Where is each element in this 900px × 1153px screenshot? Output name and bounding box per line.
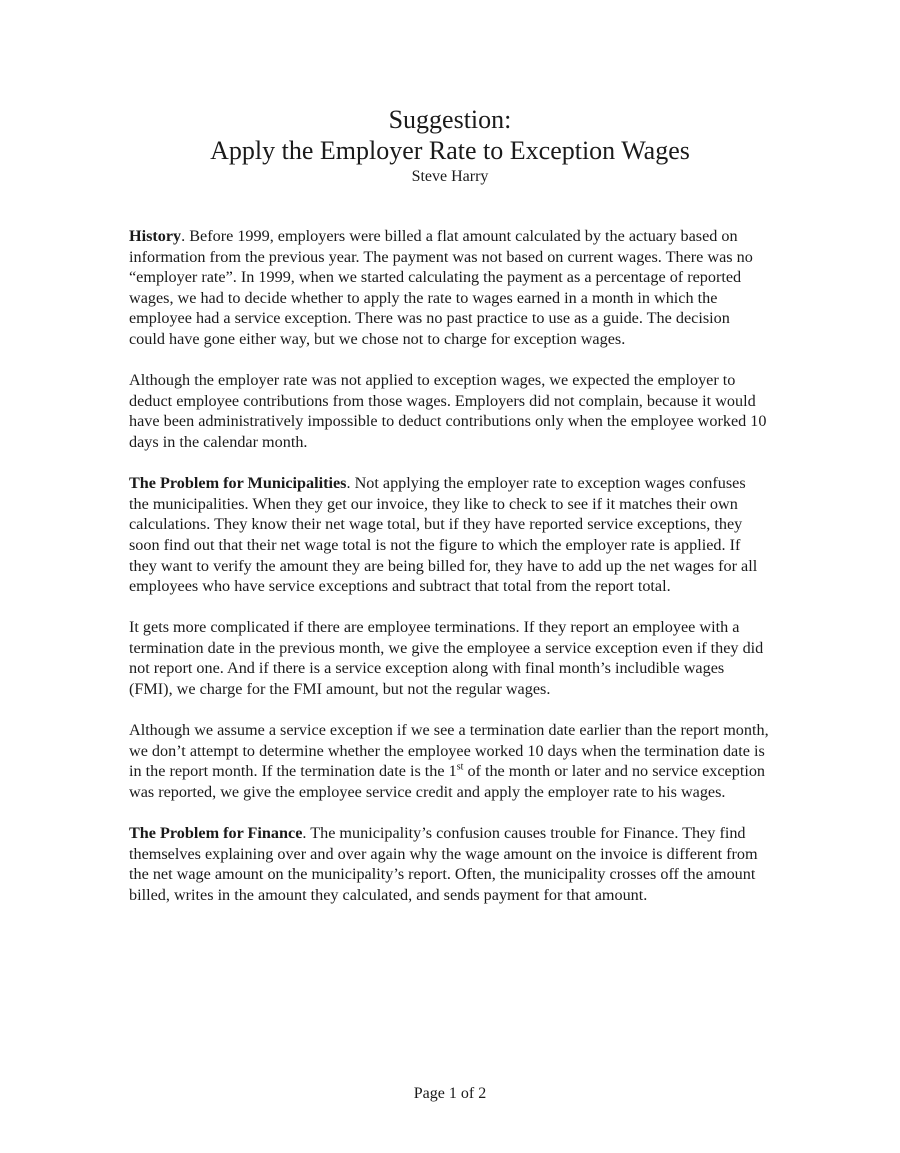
page-number: Page 1 of 2 — [413, 1085, 487, 1102]
paragraph-history — [129, 226, 769, 350]
paragraph-heading: The Problem for Municipalities — [129, 474, 347, 493]
document-title-line1: Suggestion: — [388, 105, 512, 134]
paragraph-terminations — [129, 617, 769, 699]
paragraph-text: Although the employer rate was not applied to exception wages, we expected the employer to deduct employee contributions from those wages. Employers did not complain, because it would have been administratively impossible to deduct contributions only when the employee worked 10 days in the calendar month. — [129, 371, 767, 451]
title-block — [0, 104, 900, 187]
document-title-line2: Apply the Employer Rate to Exception Wages — [210, 136, 690, 165]
paragraph-employee-contributions — [129, 370, 769, 452]
paragraph-text: . The municipality’s confusion causes trouble for Finance. They find themselves explaining over and over again why the wage amount on the invoice is different from the net wage amount on the municipality’s report. Often, the municipality crosses off the amount billed, writes in the amount they calculated, and sends payment for that amount. — [129, 824, 758, 904]
paragraph-text: of the month or later and no service exception was reported, we give the employee service credit and apply the employer rate to his wages. — [129, 762, 766, 802]
paragraph-text: Although we assume a service exception if we see a termination date earlier than the report month, we don’t attempt to determine whether the employee worked 10 days when the termination date is in the report month. If the termination date is the 1 — [129, 721, 769, 781]
paragraph-heading: The Problem for Finance — [129, 824, 303, 843]
paragraph-text: It gets more complicated if there are employee terminations. If they report an employee with a termination date in the previous month, we give the employee a service exception even if they did not report one. And if there is a service exception along with final month’s includible wages (FMI), we charge for the FMI amount, but not the regular wages. — [129, 618, 764, 699]
paragraph-text: . Before 1999, employers were billed a flat amount calculated by the actuary based on information from the previous year. The payment was not based on current wages. There was no “employer rate”. In 1999, when we started calculating the payment as a percentage of reported wages, we had to decide whether to apply the rate to wages earned in a month in which the employee had a service exception. There was no past practice to use as a guide. The decision could have gone either way, but we chose not to charge for exception wages. — [129, 227, 753, 348]
author-name: Steve Harry — [411, 168, 489, 185]
paragraph-problem-finance — [129, 823, 769, 905]
paragraph-text: . Not applying the employer rate to exception wages confuses the municipalities. When they get our invoice, they like to check to see if it matches their own calculations. They know their net wage total, but if they have reported service exceptions, they soon find out that their net wage total is not the figure to which the employer rate is applied. If they want to verify the amount they are being billed for, they have to add up the net wages for all employees who have service exceptions and subtract that total from the report total. — [129, 474, 758, 596]
ordinal-superscript: st — [456, 762, 464, 774]
document-body — [129, 226, 769, 926]
paragraph-heading: History — [129, 227, 182, 245]
paragraph-problem-municipalities — [129, 473, 769, 597]
paragraph-termination-date — [129, 720, 769, 802]
